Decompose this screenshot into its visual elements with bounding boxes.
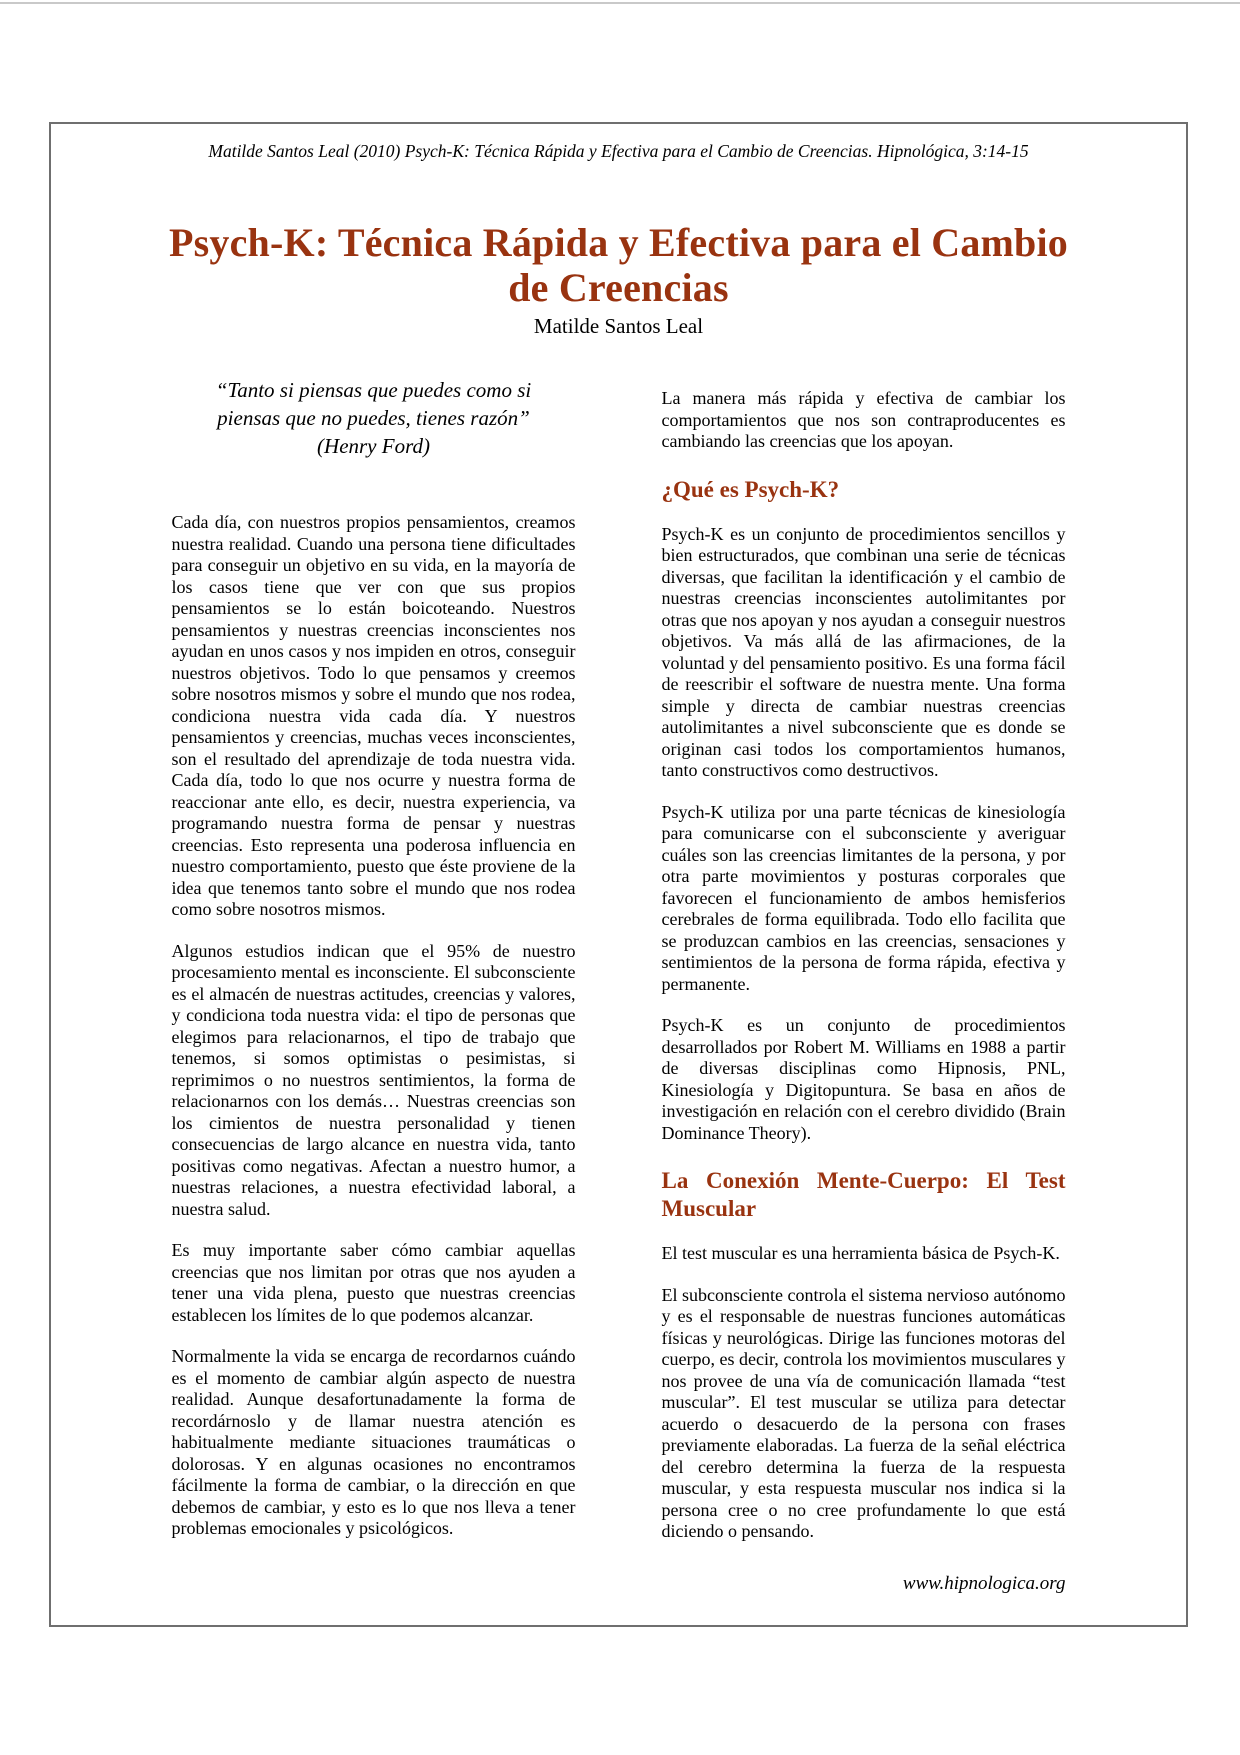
body-paragraph: Es muy importante saber cómo cambiar aquellas creencias que nos limitan por otras que nos ayuden a tener una vida plena, puesto que nuestras creencias establecen los límites de lo que podemos alcanzar. — [171, 1240, 576, 1325]
author-byline: Matilde Santos Leal — [533, 314, 704, 339]
section-heading-que-es-psych-k: ¿Qué es Psych-K? — [661, 476, 840, 502]
body-paragraph: Algunos estudios indican que el 95% de nuestro procesamiento mental es inconsciente. El subconsciente es el almacén de nuestras actitudes, creencias y valores, y condiciona toda nuestra vida: el tipo de personas que elegimos para relacionarnos, el tipo de trabajo que tenemos, si somos optimistas o pesimistas, si reprimimos o no nuestros sentimientos, la forma de relacionarnos con los demás… Nuestras creencias son los cimientos de nuestra personalidad y tienen consecuencias de largo alcance en nuestra vida, tanto positivas como negativas. Afectan a nuestro humor, a nuestras relaciones, a nuestra efectividad laboral, a nuestra salud. — [171, 940, 576, 1219]
document-page — [49, 122, 1188, 1627]
body-paragraph: El subconsciente controla el sistema nervioso autónomo y es el responsable de nuestras funciones automáticas físicas y neurológicas. Dirige las funciones motoras del cuerpo, es decir, controla los movimientos musculares y nos provee de una vía de comunicación llamada “test muscular”. El test muscular se utiliza para detectar acuerdo o desacuerdo de la persona con frases previamente elaboradas. La fuerza de la señal eléctrica del cerebro determina la fuerza de la respuesta muscular, y esta respuesta muscular nos indica si la persona cree o no cree profundamente lo que está diciendo o pensando. — [661, 1284, 1066, 1542]
body-paragraph: La manera más rápida y efectiva de cambiar los comportamientos que nos son contraproducentes es cambiando las creencias que los apoyan. — [661, 388, 1066, 452]
footer-website-url: www.hipnologica.org — [902, 1572, 1066, 1594]
article-title-line-1: Psych-K: Técnica Rápida y Efectiva para el Cambio — [169, 220, 1068, 265]
body-paragraph: Normalmente la vida se encarga de recordarnos cuándo es el momento de cambiar algún aspecto de nuestra realidad. Aunque desafortunadamente la forma de recordárnoslo y de llamar nuestra atención es habitualmente mediante situaciones traumáticas o dolorosas. Y en algunas ocasiones no encontramos fácilmente la forma de cambiar, o la dirección en que debemos de cambiar, y esto es lo que nos lleva a tener problemas emocionales y psicológicos. — [171, 1346, 576, 1539]
article-title-line-2: de Creencias — [508, 265, 729, 311]
epigraph-quote — [172, 376, 576, 460]
epigraph-attribution: (Henry Ford) — [317, 434, 430, 459]
body-paragraph: El test muscular es una herramienta básica de Psych-K. — [661, 1243, 1060, 1264]
article-title — [51, 220, 1186, 310]
screen-top-edge-line — [0, 2, 1240, 4]
body-paragraph: Psych-K es un conjunto de procedimientos sencillos y bien estructurados, que combinan una serie de técnicas diversas, que facilitan la identificación y el cambio de nuestras creencias inconscientes autolimitantes por otras que nos apoyan y nos ayudan a conseguir nuestros objetivos. Va más allá de las afirmaciones, de la voluntad y del pensamiento positivo. Es una forma fácil de reescribir el software de nuestra mente. Una forma simple y directa de cambiar nuestras creencias autolimitantes a nivel subconsciente que es donde se originan casi todos los comportamientos humanos, tanto constructivos como destructivos. — [661, 523, 1066, 781]
epigraph-line-1: “Tanto si piensas que puedes como si — [215, 378, 532, 403]
two-column-body — [51, 374, 1186, 1594]
body-paragraph: Psych-K es un conjunto de procedimientos desarrollados por Robert M. Williams en 1988 a partir de diversas disciplinas como Hipnosis, PNL, Kinesiología y Digitopuntura. Se basa en años de investigación en relación con el cerebro dividido (Brain Dominance Theory). — [661, 1015, 1066, 1143]
left-column — [172, 374, 576, 1594]
citation-line: Matilde Santos Leal (2010) Psych-K: Técnica Rápida y Efectiva para el Cambio de Creencias. Hipnológica, 3:14-15 — [208, 141, 1029, 161]
body-paragraph: Psych-K utiliza por una parte técnicas de kinesiología para comunicarse con el subconsciente y averiguar cuáles son las creencias limitantes de la persona, y por otra parte movimientos y posturas corporales que favorecen el funcionamiento de ambos hemisferios cerebrales de forma equilibrada. Todo ello facilita que se produzcan cambios en las creencias, sensaciones y sentimientos de la persona de forma rápida, efectiva y permanente. — [661, 801, 1066, 994]
epigraph-line-2: piensas que no puedes, tienes razón” — [217, 406, 530, 431]
right-column — [662, 374, 1066, 1594]
body-paragraph: Cada día, con nuestros propios pensamientos, creamos nuestra realidad. Cuando una persona tiene dificultades para conseguir un objetivo en su vida, en la mayoría de los casos tiene que ver con que sus propios pensamientos se lo están boicoteando. Nuestros pensamientos y nuestras creencias inconscientes nos ayudan en unos casos y nos impiden en otros, conseguir nuestros objetivos. Todo lo que pensamos y creemos sobre nosotros mismos y sobre el mundo que nos rodea, condiciona nuestra vida cada día. Y nuestros pensamientos y creencias, muchas veces inconscientes, son el resultado del aprendizaje de toda nuestra vida. Cada día, todo lo que nos ocurre y nuestra forma de reaccionar ante ello, es decir, nuestra experiencia, va programando nuestra forma de pensar y nuestras creencias. Esto representa una poderosa influencia en nuestro comportamiento, puesto que éste proviene de la idea que tenemos tanto sobre el mundo que nos rodea como sobre nosotros mismos. — [171, 512, 576, 920]
section-heading-conexion-mente-cuerpo: La Conexión Mente-Cuerpo: El Test Muscular — [661, 1168, 1066, 1222]
